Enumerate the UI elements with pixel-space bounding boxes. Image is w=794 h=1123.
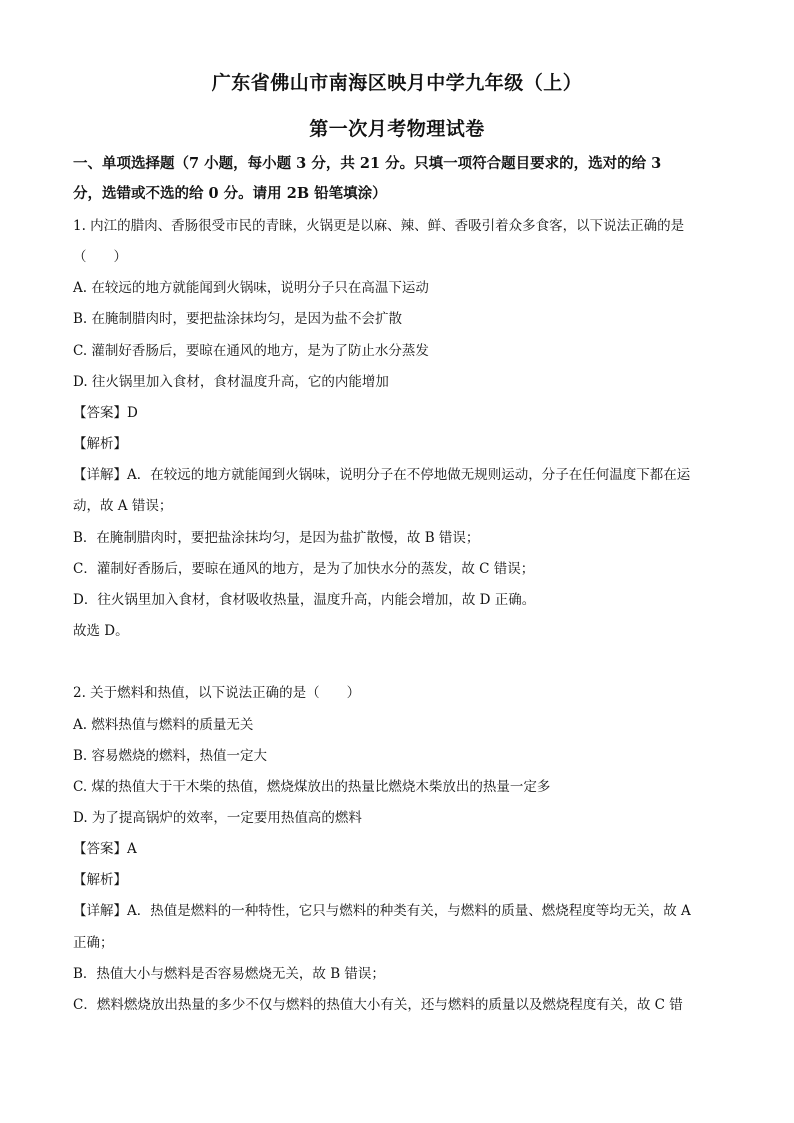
q1-detail-line: 【详解】A．在较远的地方就能闻到火锅味，说明分子在不停地做无规则运动，分子在任何温度下都在运 [73, 467, 691, 483]
q1-option-c: C. 灌制好香肠后，要晾在通风的地方，是为了防止水分蒸发 [73, 343, 429, 359]
exam-title-line2: 第一次月考物理试卷 [309, 118, 485, 140]
q1-stem-line1: 1. 内江的腊肉、香肠很受市民的青睐，火锅更是以麻、辣、鲜、香吸引着众多食客，以下说法正确的是 [73, 218, 685, 234]
q2-stem: 2. 关于燃料和热值，以下说法正确的是（ ） [73, 685, 361, 701]
q2-detail-line: 【详解】A．热值是燃料的一种特性，它只与燃料的种类有关，与燃料的质量、燃烧程度等均无关，故 A [73, 903, 691, 919]
q1-option-b: B. 在腌制腊肉时，要把盐涂抹均匀，是因为盐不会扩散 [73, 311, 403, 327]
q1-detail-line: B．在腌制腊肉时，要把盐涂抹均匀，是因为盐扩散慢，故 B 错误； [73, 530, 480, 546]
q2-option-a: A. 燃料热值与燃料的质量无关 [73, 717, 254, 733]
q2-detail-line: B．热值大小与燃料是否容易燃烧无关，故 B 错误； [73, 966, 385, 982]
q2-detail-line: C．燃料燃烧放出热量的多少不仅与燃料的热值大小有关，还与燃料的质量以及燃烧程度有关，故 C 错 [73, 997, 683, 1013]
section-header-line1: 一、单项选择题（7 小题，每小题 3 分，共 21 分。只填一项符合题目要求的，选对的给 3 [73, 155, 662, 172]
q1-analysis-label: 【解析】 [73, 436, 127, 452]
q1-detail-line: C．灌制好香肠后，要晾在通风的地方，是为了加快水分的蒸发，故 C 错误； [73, 561, 535, 577]
exam-title-line1: 广东省佛山市南海区映月中学九年级（上） [211, 72, 583, 94]
q2-answer: 【答案】A [73, 841, 137, 857]
q1-answer: 【答案】D [73, 405, 138, 421]
q1-detail-line: D．往火锅里加入食材，食材吸收热量，温度升高，内能会增加，故 D 正确。 [73, 592, 536, 608]
q1-conclusion: 故选 D。 [73, 623, 129, 639]
q1-option-a: A. 在较远的地方就能闻到火锅味，说明分子只在高温下运动 [73, 280, 429, 296]
q2-detail-line: 正确； [73, 935, 114, 951]
q1-detail-line: 动，故 A 错误； [73, 498, 173, 514]
q1-option-d: D. 往火锅里加入食材，食材温度升高，它的内能增加 [73, 374, 389, 390]
q2-option-d: D. 为了提高锅炉的效率，一定要用热值高的燃料 [73, 810, 362, 826]
q2-analysis-label: 【解析】 [73, 872, 127, 888]
q2-option-c: C. 煤的热值大于干木柴的热值，燃烧煤放出的热量比燃烧木柴放出的热量一定多 [73, 779, 551, 795]
section-header-line2: 分，选错或不选的给 0 分。请用 2B 铅笔填涂） [73, 185, 387, 202]
q2-option-b: B. 容易燃烧的燃料，热值一定大 [73, 748, 268, 764]
q1-stem-line2: （ ） [73, 249, 127, 265]
